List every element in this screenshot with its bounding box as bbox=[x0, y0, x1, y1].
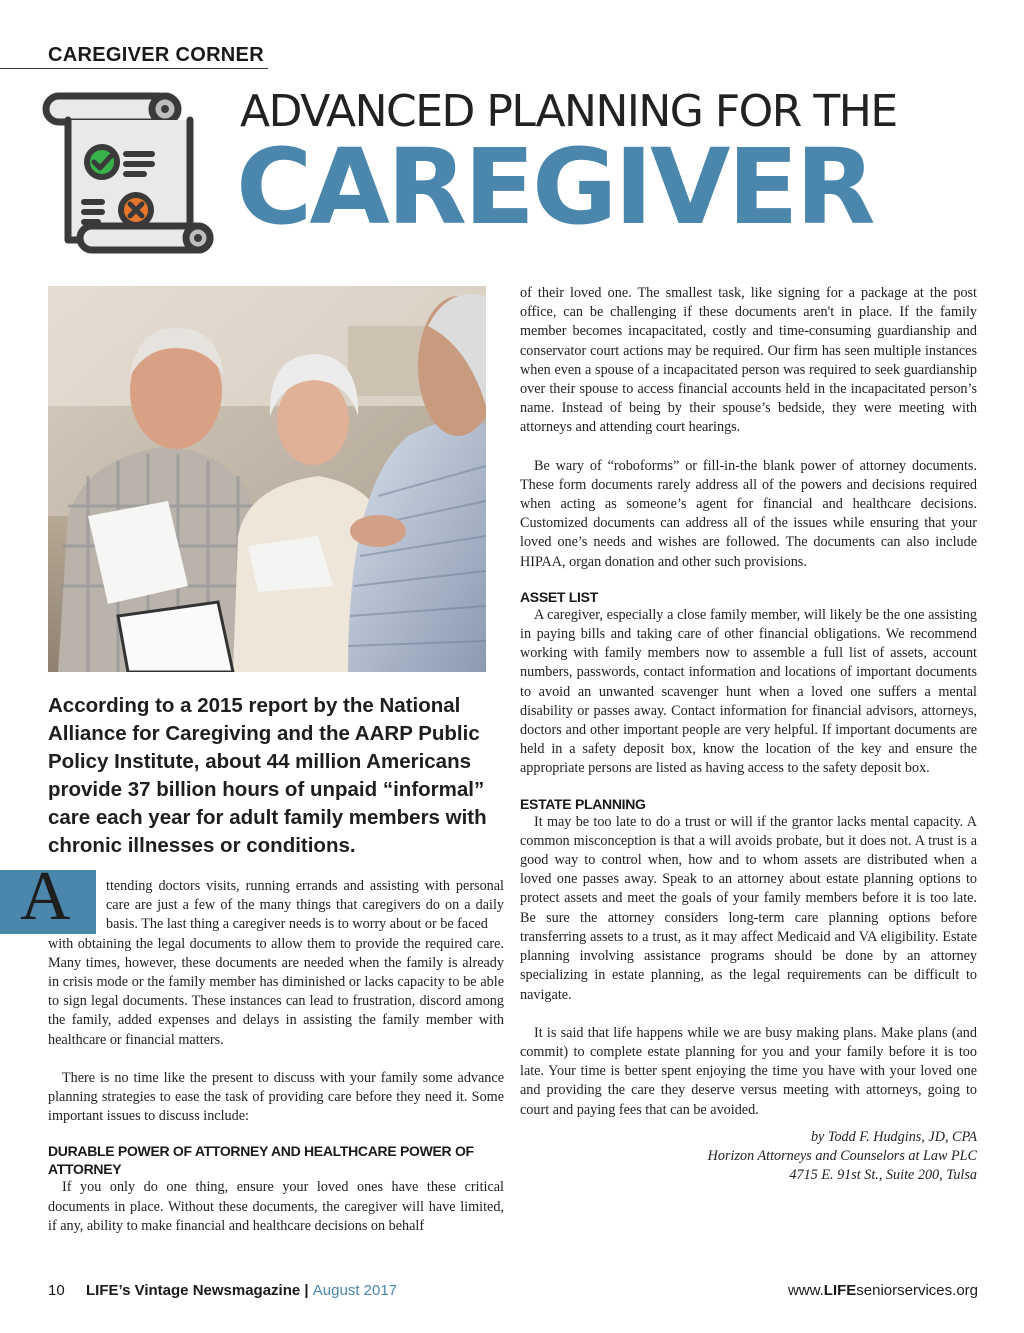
paragraph-estate-planning: It may be too late to do a trust or will if the grantor lacks mental capacity. A common misconception is that a will avoids probate, but it does not. A trust is a good way to control when, how and to whom assets are distributed when a loved one passes away. Speak to an attorney about estate planning options to protect assets and meet the goals of your family members before it is too late. Be sure the attorney considers long-term care planning options before transferring assets to a trust, as it may affect Medicaid and VA eligibility. Estate planning involving assistance programs should be done by an attorney specializing in estate planning, as the legal requirements can be difficult to navigate. bbox=[520, 813, 977, 1003]
dropcap-letter: A bbox=[20, 858, 71, 935]
paragraph-power-of-attorney: If you only do one thing, ensure your loved ones have these critical documents in place. Without these documents, the caregiver will have limited, if any, ability to make financial and healthcare decisions on behalf bbox=[48, 1179, 504, 1234]
intro-rest: with obtaining the legal documents to allow them to provide the required care. Many times, however, these documents are needed when the family is already in crisis mode or the family member has diminished or lacks capacity to be able to sign legal documents. These instances can lead to frustration, discord among the family, added expenses and delays in assisting the family member with healthcare or financial matters. bbox=[48, 935, 504, 1048]
url-suffix: seniorservices.org bbox=[856, 1282, 978, 1299]
right-column bbox=[520, 284, 977, 1185]
title-line-1: ADVANCED PLANNING FOR THE bbox=[240, 86, 897, 137]
page-number: 10 bbox=[48, 1282, 65, 1299]
paragraph-continued: of their loved one. The smallest task, like signing for a package at the post office, can be challenging if these documents aren't in place. If the family member becomes incapacitated, costly and time-consuming guardianship and conservator court actions may be required. Our firm has seen multiple instances when even a spouse of a incapacitated person was required to seek guardianship over their spouse to access financial accounts held in the incapacitated person’s name. Instead of being by their spouse’s bedside, they were meeting with attorneys and attending court hearings. bbox=[520, 285, 977, 436]
heading-power-of-attorney: DURABLE POWER OF ATTORNEY AND HEALTHCARE POWER OF ATTORNEY bbox=[48, 1143, 474, 1178]
section-rule bbox=[0, 68, 268, 69]
pull-quote: According to a 2015 report by the National Alliance for Caregiving and the AARP Public Policy Institute, about 44 million Americans provide 37 billion hours of unpaid “informal” care each year for adult family members with chronic illnesses or conditions. bbox=[48, 694, 487, 857]
magazine-title bbox=[86, 1282, 397, 1299]
footer-separator: | bbox=[304, 1282, 309, 1299]
checklist-scroll-icon bbox=[40, 90, 215, 255]
byline-firm: Horizon Attorneys and Counselors at Law PLC bbox=[707, 1147, 977, 1164]
heading-asset-list: ASSET LIST bbox=[520, 588, 598, 605]
seniors-meeting-photo bbox=[48, 286, 486, 672]
title-line-2: CAREGIVER bbox=[236, 126, 873, 248]
url-prefix: www. bbox=[787, 1282, 824, 1299]
section-label: CAREGIVER CORNER bbox=[48, 44, 264, 66]
paragraph-asset-list: A caregiver, especially a close family member, will likely be the one assisting in paying bills and taking care of other financial obligations. We recommend working with family members now to assemble a full list of assets, account numbers, passwords, contact information and locations of important documents to avoid an unwanted scavenger hunt when a loved one suffers a mental disability or passes away. Contact information for financial advisors, attorneys, doctors and other important people are very helpful. If important documents are held in a safety deposit box, know the location of the key and ensure the appropriate persons are listed as having access to the safety deposit box. bbox=[520, 606, 977, 777]
intro-lead: ttending doctors visits, running errands and assisting with personal care are just a few of the many things that caregivers do on a daily basis. The last thing a caregiver needs is to worry about or be faced bbox=[106, 878, 504, 933]
paragraph-roboforms: Be wary of “roboforms” or fill-in-the blank power of attorney documents. These form documents rarely address all of the powers and decisions required when acting as someone’s agent for financial and healthcare decisions. Customized documents can address all of the issues while ensuring that your loved one’s needs and wishes are followed. The documents can also include HIPAA, organ donation and other such provisions. bbox=[520, 457, 977, 570]
heading-estate-planning: ESTATE PLANNING bbox=[520, 795, 646, 812]
issue-date: August 2017 bbox=[312, 1282, 398, 1299]
url-brand: LIFE bbox=[823, 1282, 857, 1299]
byline-address: 4715 E. 91st St., Suite 200, Tulsa bbox=[789, 1166, 977, 1183]
left-column bbox=[48, 877, 504, 1236]
paragraph-advance-planning: There is no time like the present to discuss with your family some advance planning strategies to ease the task of providing care before they need it. Some important issues to discuss include: bbox=[48, 1069, 504, 1125]
website-link[interactable] bbox=[788, 1282, 978, 1299]
byline bbox=[520, 1128, 977, 1185]
magazine-name: LIFE’s Vintage Newsmagazine bbox=[86, 1282, 301, 1299]
paragraph-closing: It is said that life happens while we are busy making plans. Make plans (and commit) to complete estate planning for you and your family before it is too late. Your time is better spent enjoying the time you have with your loved one and providing the care they deserve versus meeting with attorneys, going to court and paying fees that can be avoided. bbox=[520, 1024, 977, 1118]
byline-author: by Todd F. Hudgins, JD, CPA bbox=[810, 1128, 977, 1145]
